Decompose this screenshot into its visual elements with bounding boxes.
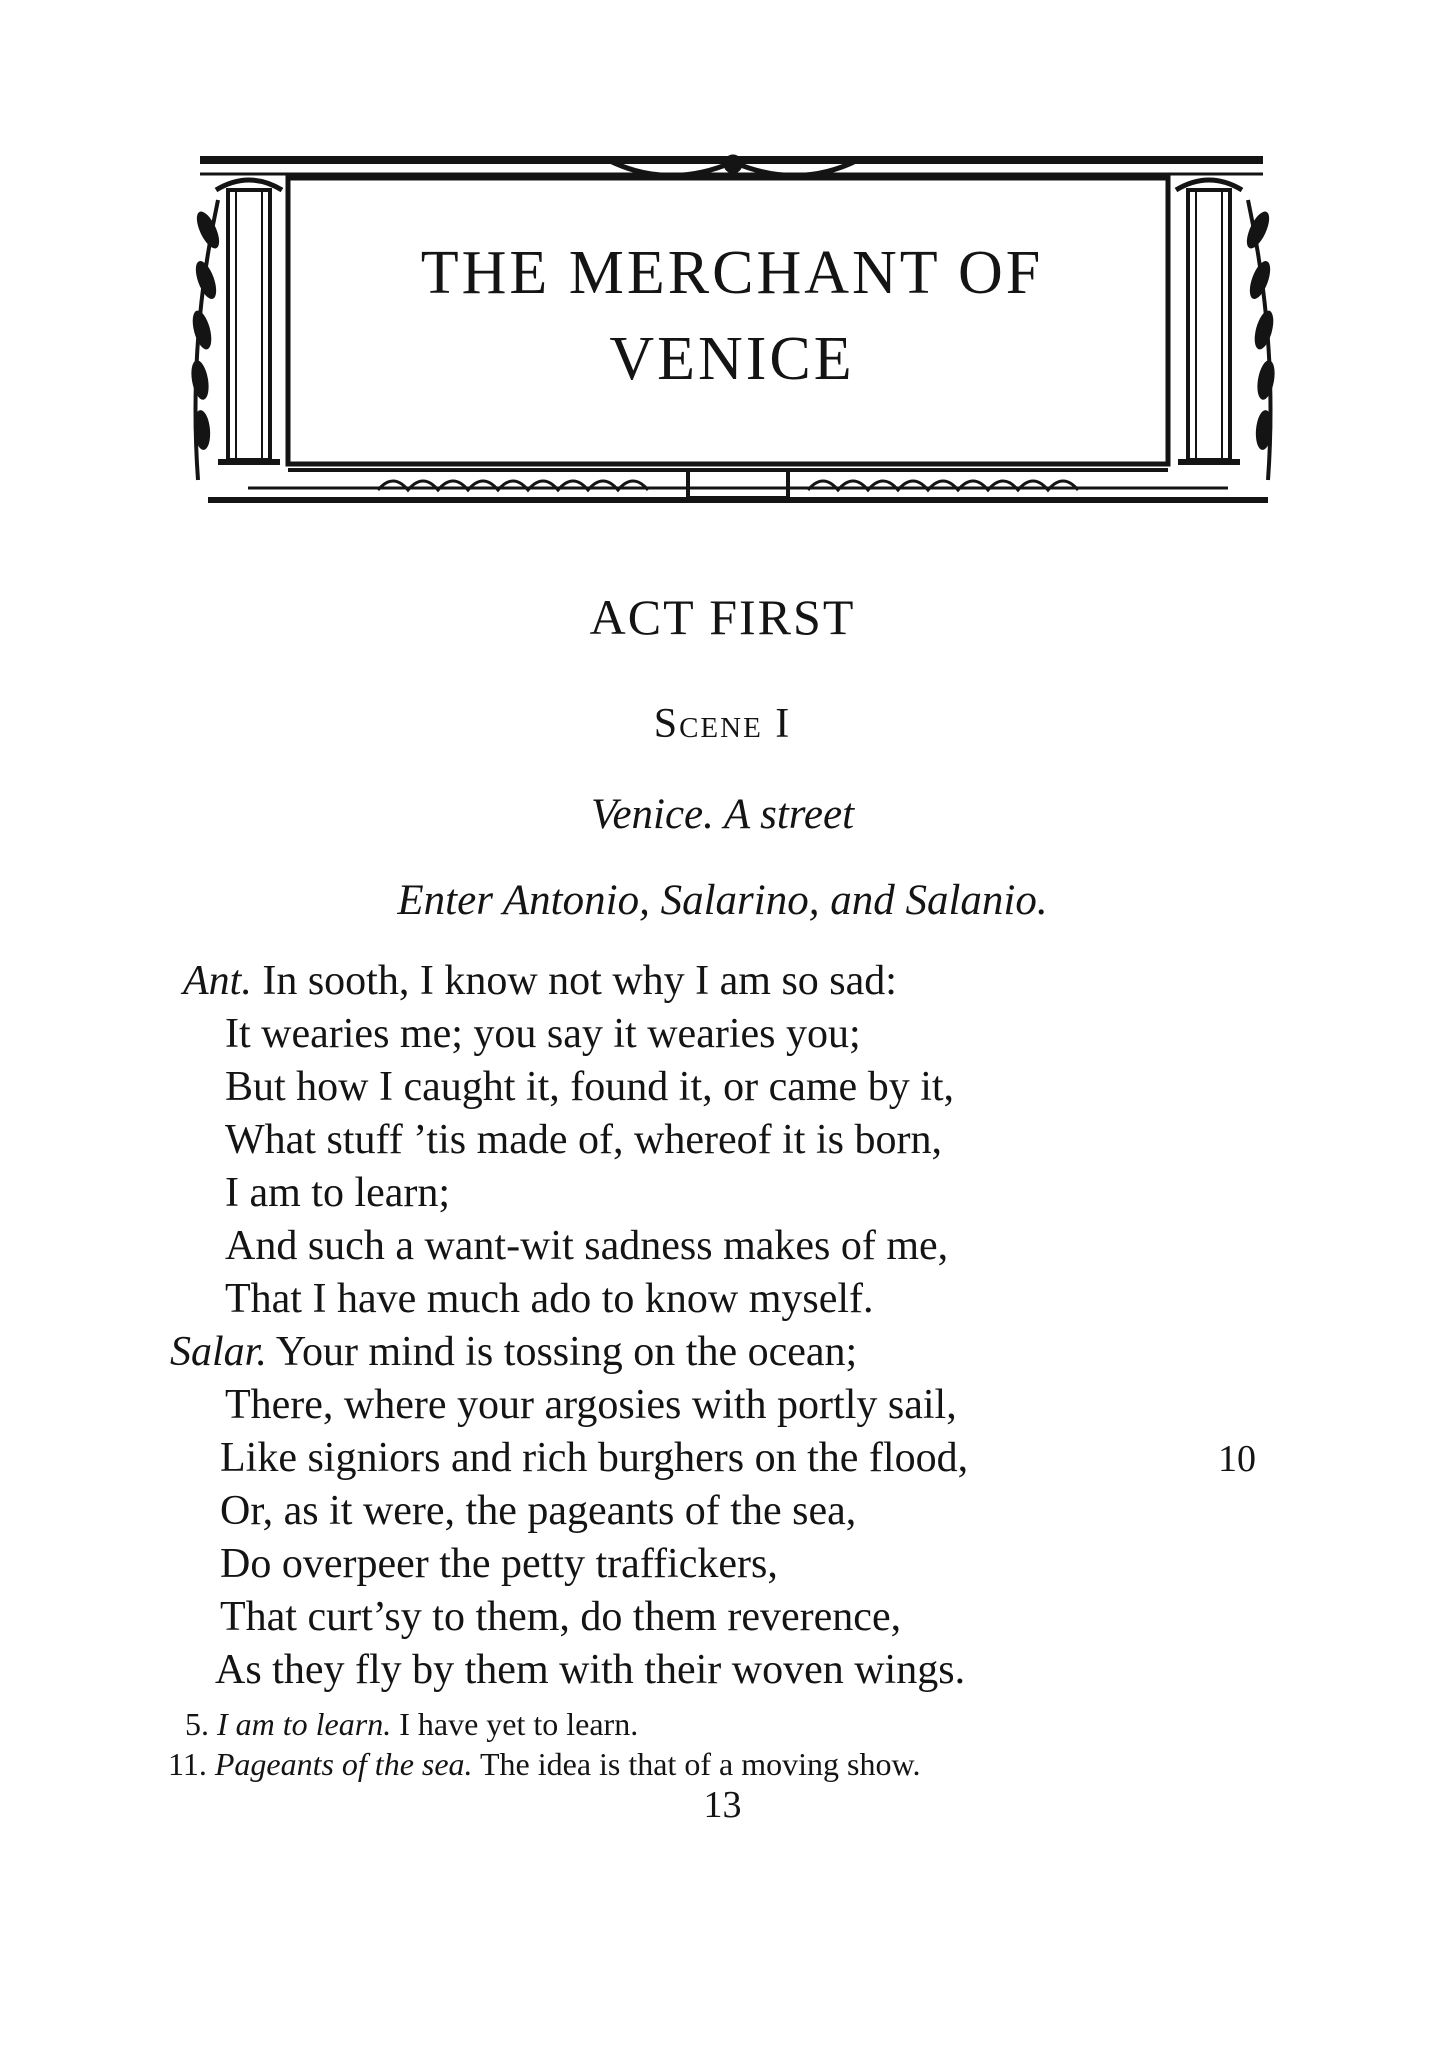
scene-location: Venice. A street — [590, 791, 855, 838]
verse-line: As they fly by them with their woven wings. — [215, 1647, 966, 1693]
footnote — [185, 1704, 638, 1744]
verse-line: But how I caught it, found it, or came by it, — [225, 1064, 955, 1110]
footnote-term: Pageants of the sea. — [214, 1746, 473, 1782]
footnote-number: 5. — [185, 1706, 209, 1742]
footnote-number: 11. — [168, 1746, 207, 1782]
verse-line: Do overpeer the petty traffickers, — [220, 1541, 778, 1587]
speaker-name: Ant. — [183, 958, 252, 1004]
verse-line: Or, as it were, the pageants of the sea, — [220, 1488, 857, 1534]
line-text: Your mind is tossing on the ocean; — [275, 1329, 858, 1375]
verse-line: There, where your argosies with portly sail, — [225, 1382, 957, 1428]
verse-line: That I have much ado to know myself. — [225, 1276, 874, 1322]
scene-heading: Scene I — [653, 701, 792, 747]
verse-line: What stuff ’tis made of, whereof it is born, — [225, 1117, 942, 1163]
page-number: 13 — [703, 1784, 742, 1826]
title-box — [295, 180, 1169, 460]
book-title-line-2: VENICE — [609, 325, 855, 393]
line-number: 10 — [1218, 1438, 1256, 1480]
act-heading: ACT FIRST — [589, 589, 856, 645]
footnote — [168, 1744, 920, 1784]
verse-line — [183, 955, 897, 1008]
speaker-name: Salar. — [170, 1329, 267, 1375]
book-title-line-1: THE MERCHANT OF — [420, 239, 1044, 307]
verse-line: It wearies me; you say it wearies you; — [225, 1011, 861, 1057]
footnote-gloss: The idea is that of a moving show. — [479, 1746, 921, 1782]
stage-direction: Enter Antonio, Salarino, and Salanio. — [397, 877, 1048, 924]
footnote-gloss: I have yet to learn. — [399, 1706, 639, 1742]
verse-line: That curt’sy to them, do them reverence, — [220, 1594, 902, 1640]
line-text: In sooth, I know not why I am so sad: — [262, 958, 897, 1004]
footnote-term: I am to learn. — [217, 1706, 392, 1742]
verse-line: And such a want-wit sadness makes of me, — [225, 1223, 949, 1269]
verse-line: I am to learn; — [225, 1170, 451, 1216]
verse-line — [170, 1326, 857, 1379]
verse-line: Like signiors and rich burghers on the flood, — [220, 1435, 969, 1481]
